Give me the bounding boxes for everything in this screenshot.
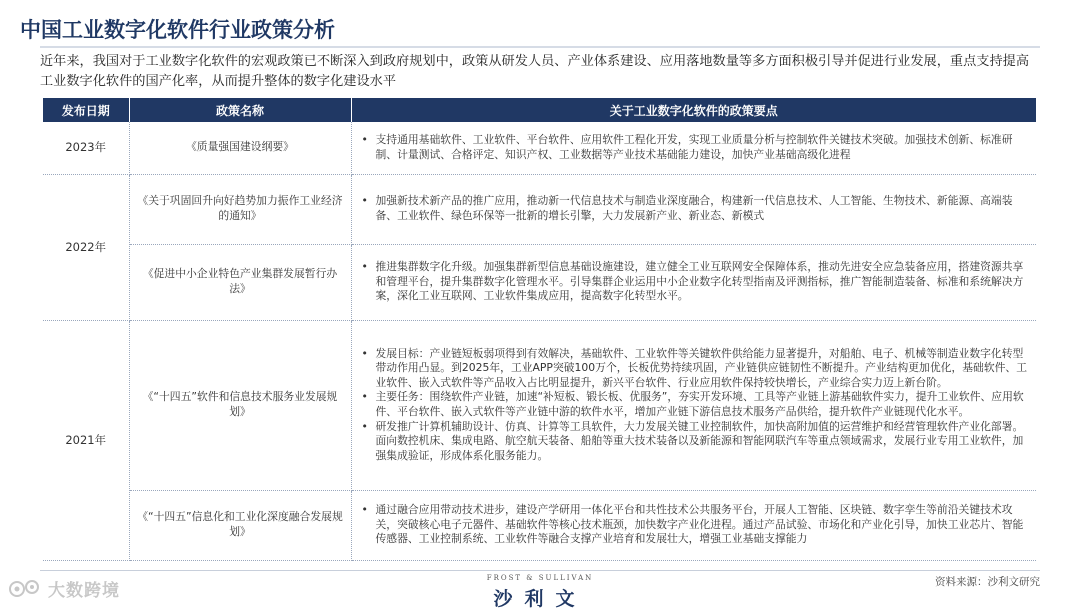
table-row bbox=[43, 320, 1036, 490]
table-row bbox=[43, 244, 1036, 320]
policy-point: • 支持通用基础软件、工业软件、平台软件、应用软件工程化开发，实现工业质量分析与控制软件关键技术突破。加强技术创新、标准研制、计量测试、合格评定、知识产权、工业数据等产业技术基础能力建设，加快产业基础高级化进程 bbox=[360, 133, 1031, 162]
policy-name-cell: 《“十四五”信息化和工业化深度融合发展规划》 bbox=[129, 490, 351, 560]
policy-point: • 主要任务：围绕软件产业链，加速“补短板、锻长板、优服务”，夯实开发环境、工具等产业链上游基础软件实力，提升工业软件、应用软件、平台软件、嵌入式软件等产业链中游的软件水平，增加产业链下游信息技术服务产品供给，提升软件产业链现代化水平。 bbox=[360, 390, 1031, 419]
year-cell: 2023年 bbox=[43, 122, 129, 174]
policy-point: • 加强新技术新产品的推广应用，推动新一代信息技术与制造业深度融合，构建新一代信息技术、人工智能、生物技术、新能源、高端装备、工业软件、绿色环保等一批新的增长引擎，大力发展新产业、新业态、新模式 bbox=[360, 194, 1031, 223]
table-header-row bbox=[43, 98, 1036, 122]
policy-point: • 通过融合应用带动技术进步，建设产学研用一体化平台和共性技术公共服务平台，开展人工智能、区块链、数字孪生等前沿关键技术攻关，突破核心电子元器件、基础软件等核心技术瓶颈，加快数字产业化进程。通过产品试验、市场化和产业化引导，加快工业芯片、智能传感器、工业控制系统、工业软件等融合支撑产业培育和发展壮大，增强工业基础支撑能力 bbox=[360, 503, 1031, 547]
policy-name-cell: 《质量强国建设纲要》 bbox=[129, 122, 351, 174]
policy-points-cell bbox=[351, 490, 1036, 560]
policy-points-cell bbox=[351, 320, 1036, 490]
table-row bbox=[43, 174, 1036, 244]
watermark-text: 大数跨境 bbox=[48, 581, 120, 601]
policy-table bbox=[43, 98, 1036, 561]
table-row bbox=[43, 122, 1036, 174]
policy-name-cell: 《关于巩固回升向好趋势加力振作工业经济的通知》 bbox=[129, 174, 351, 244]
intro-paragraph: 近年来，我国对于工业数字化软件的宏观政策已不断深入到政府规划中，政策从研发人员、产业体系建设、应用落地数量等多方面积极引导并促进行业发展，重点支持提高工业数字化软件的国产化率，从而提升整体的数字化建设水平 bbox=[40, 54, 1030, 89]
policy-name-cell: 《“十四五”软件和信息技术服务业发展规划》 bbox=[129, 320, 351, 490]
policy-name-cell: 《促进中小企业特色产业集群发展暂行办法》 bbox=[129, 244, 351, 320]
policy-point: • 发展目标：产业链短板弱项得到有效解决，基础软件、工业软件等关键软件供给能力显著提升，对船舶、电子、机械等制造业数字化转型带动作用凸显。到2025年，工业APP突破100万个，长板优势持续巩固，产业链供应链韧性不断提升。产业结构更加优化，基础软件、工业软件、嵌入式软件等产品收入占比明显提升，新兴平台软件、行业应用软件保持较快增长，产业综合实力迈上新台阶。 bbox=[360, 347, 1031, 391]
footer-divider bbox=[40, 570, 1040, 571]
table-row bbox=[43, 490, 1036, 560]
header-policy-name: 政策名称 bbox=[129, 98, 351, 122]
year-cell: 2022年 bbox=[43, 174, 129, 320]
brand-logo-english: FROST & SULLIVAN bbox=[486, 574, 594, 582]
watermark-logo-icon bbox=[8, 578, 44, 600]
year-cell: 2021年 bbox=[43, 320, 129, 560]
header-date: 发布日期 bbox=[43, 98, 129, 122]
title-divider bbox=[40, 46, 1040, 48]
policy-point: • 推进集群数字化升级。加强集群新型信息基础设施建设，建立健全工业互联网安全保障体系，推动先进安全应急装备应用，搭建资源共享和管理平台，提升集群数字化管理水平。引导集群企业运用中小企业数字化转型指南及评测指标，推广智能制造装备、标准和系统解决方案，深化工业互联网、工业软件集成应用，提高数字化转型水平。 bbox=[360, 260, 1031, 304]
watermark bbox=[8, 576, 120, 601]
policy-points-cell bbox=[351, 244, 1036, 320]
policy-point: • 研发推广计算机辅助设计、仿真、计算等工具软件，大力发展关键工业控制软件，加快高附加值的运营维护和经营管理软件产业化部署。面向数控机床、集成电路、航空航天装备、船舶等重大技术装备以及新能源和智能网联汽车等重点领域需求，发展行业专用工业软件，加强集成验证，形成体系化服务能力。 bbox=[360, 420, 1031, 464]
brand-logo-chinese: 沙利文 bbox=[493, 588, 587, 608]
header-policy-points: 关于工业数字化软件的政策要点 bbox=[351, 98, 1036, 122]
source-note: 资料来源：沙利文研究 bbox=[935, 576, 1040, 588]
page-title: 中国工业数字化软件行业政策分析 bbox=[20, 18, 335, 42]
policy-points-cell bbox=[351, 122, 1036, 174]
policy-points-cell bbox=[351, 174, 1036, 244]
